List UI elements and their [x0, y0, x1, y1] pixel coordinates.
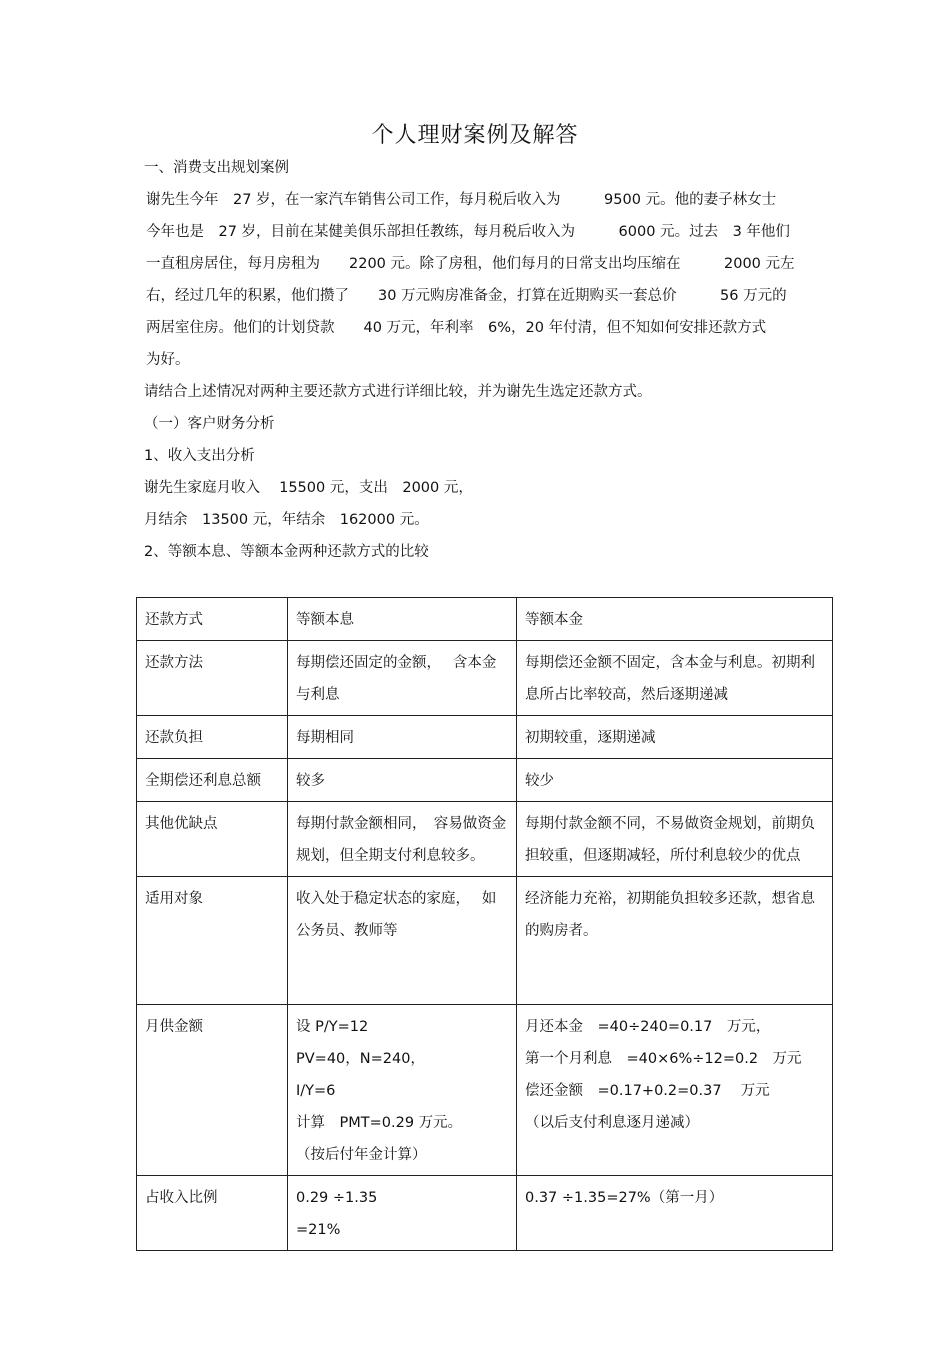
table-header-row [137, 598, 833, 641]
cell-line: PV=40，N=240， [296, 1051, 425, 1067]
cell-line: 设 P/Y=12 [296, 1019, 369, 1035]
table-cell: 每期付款金额相同， 容易做资金规划，但全期支付利息较多。 [288, 802, 517, 877]
table-cell: 收入处于稳定状态的家庭， 如公务员、教师等 [288, 877, 517, 1005]
table-row [137, 1005, 833, 1176]
table-cell: 等额本金 [517, 598, 833, 641]
cell-line: （按后付年金计算） [296, 1147, 427, 1163]
table-cell: 经济能力充裕，初期能负担较多还款，想省息的购房者。 [517, 877, 833, 1005]
cell-line: 偿还金额 =0.17+0.2=0.37 万元 [525, 1083, 770, 1099]
sub-heading: （一）客户财务分析 [144, 416, 275, 432]
cell-line: （以后支付利息逐月递减） [525, 1115, 699, 1131]
cell-line: 第一个月利息 =40×6%÷12=0.2 万元 [525, 1051, 802, 1067]
surplus-text: 月结余 13500 元，年结余 162000 元。 [144, 512, 429, 528]
table-cell: 等额本息 [288, 598, 517, 641]
comparison-table [136, 597, 833, 1251]
table-row [137, 641, 833, 716]
table-row [137, 1176, 833, 1251]
table-cell: 每期偿还金额不固定，含本金与利息。初期利息所占比率较高，然后逐期递减 [517, 641, 833, 716]
case-line: 谢先生今年 27 岁，在一家汽车销售公司工作，每月税后收入为 9500 元。他的妻子林女士 [146, 192, 777, 208]
case-line: 右，经过几年的积累，他们攒了 30 万元购房准备金，打算在近期购买一套总价 56 万元的 [146, 288, 787, 304]
table-cell: 每期偿还固定的金额， 含本金与利息 [288, 641, 517, 716]
cell-line: =21% [296, 1222, 341, 1238]
table-row [137, 759, 833, 802]
cell-line: 月还本金 =40÷240=0.17 万元， [525, 1019, 771, 1035]
case-line: 为好。 [146, 352, 190, 368]
case-line: 一直租房居住，每月房租为 2200 元。除了房租，他们每月的日常支出均压缩在 2000 元左 [146, 256, 795, 272]
table-cell: 初期较重，逐期递减 [517, 716, 833, 759]
table-cell: 较多 [288, 759, 517, 802]
table-cell: 每期付款金额不同，不易做资金规划，前期负担较重，但逐期减轻，所付利息较少的优点 [517, 802, 833, 877]
table-cell [517, 1176, 833, 1251]
case-line: 两居室住房。他们的计划贷款 40 万元，年利率 6%，20 年付清，但不知如何安排还款方式 [146, 320, 767, 336]
table-row [137, 716, 833, 759]
table-row [137, 877, 833, 1005]
table-cell: 还款方式 [137, 598, 288, 641]
table-cell: 较少 [517, 759, 833, 802]
row-label: 占收入比例 [137, 1176, 288, 1251]
item-heading: 2、等额本息、等额本金两种还款方式的比较 [144, 544, 429, 560]
cell-line: 0.37 ÷1.35=27%（第一月） [525, 1190, 724, 1206]
row-label: 其他优缺点 [137, 802, 288, 877]
document-title: 个人理财案例及解答 [371, 123, 579, 148]
row-label: 全期偿还利息总额 [137, 759, 288, 802]
item-heading: 1、收入支出分析 [144, 448, 255, 464]
cell-line: I/Y=6 [296, 1083, 336, 1099]
section-heading: 一、消费支出规划案例 [144, 160, 289, 176]
cell-line: 计算 PMT=0.29 万元。 [296, 1115, 463, 1131]
table-cell [288, 1005, 517, 1176]
table-cell [288, 1176, 517, 1251]
row-label: 还款负担 [137, 716, 288, 759]
table-row [137, 802, 833, 877]
row-label: 还款方法 [137, 641, 288, 716]
income-text: 谢先生家庭月收入 15500 元，支出 2000 元， [144, 480, 473, 496]
row-label: 适用对象 [137, 877, 288, 1005]
case-line: 今年也是 27 岁，目前在某健美俱乐部担任教练，每月税后收入为 6000 元。过去 3 年他们 [146, 224, 790, 240]
table-cell [517, 1005, 833, 1176]
instruction-text: 请结合上述情况对两种主要还款方式进行详细比较，并为谢先生选定还款方式。 [144, 384, 652, 400]
row-label: 月供金额 [137, 1005, 288, 1176]
cell-line: 0.29 ÷1.35 [296, 1190, 378, 1206]
table-cell: 每期相同 [288, 716, 517, 759]
